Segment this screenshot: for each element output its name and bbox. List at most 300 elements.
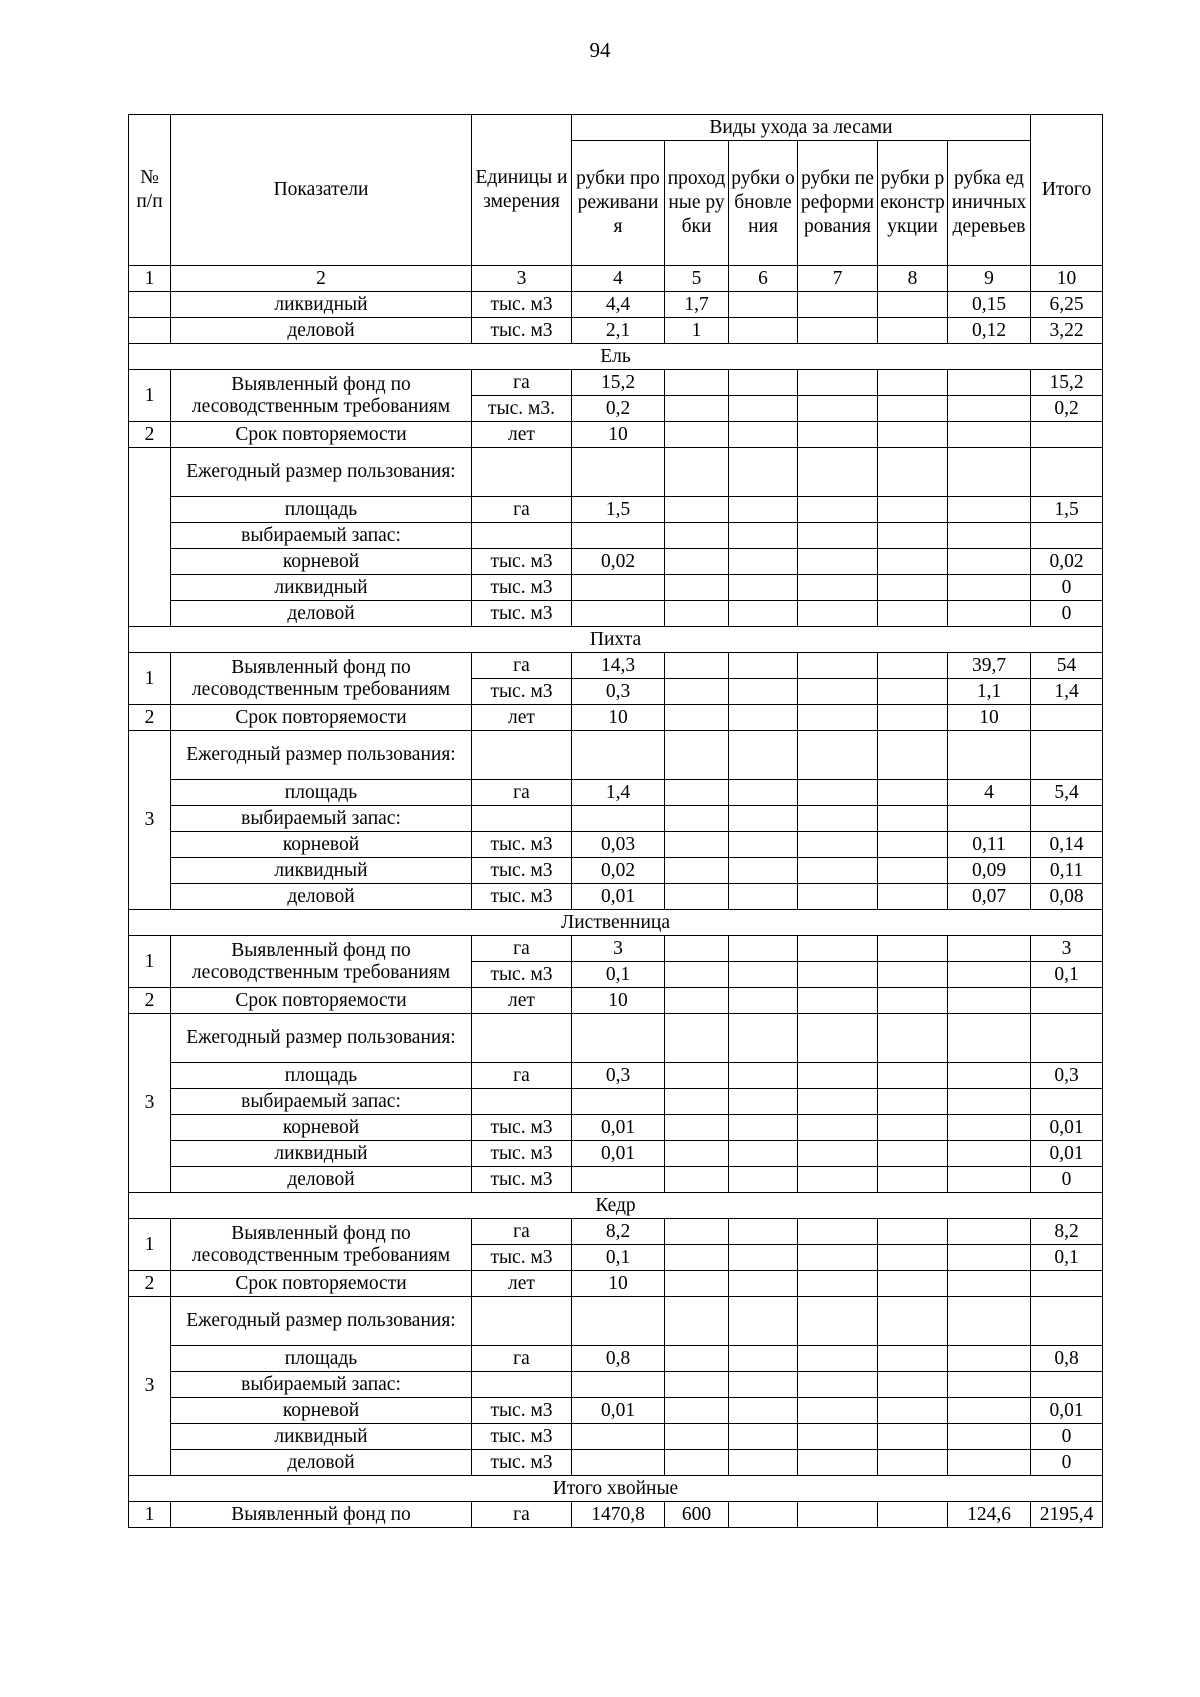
- empty-cell: [665, 1014, 729, 1063]
- num-cell: 2: [129, 705, 171, 731]
- value-total: 2195,4: [1031, 1502, 1103, 1528]
- empty-cell: [665, 601, 729, 627]
- empty-cell: [798, 832, 878, 858]
- header-col-reconstruction: рубки реконструкции: [878, 141, 948, 266]
- num-cell: 1: [129, 1219, 171, 1271]
- empty-cell: [878, 1346, 948, 1372]
- empty-cell: [729, 497, 798, 523]
- empty-cell: [798, 780, 878, 806]
- indicator-label: Ежегодный размер пользования:: [171, 731, 472, 780]
- value-col9: [948, 1115, 1031, 1141]
- value-total: 0: [1031, 1450, 1103, 1476]
- value-col9: 0,07: [948, 884, 1031, 910]
- unit-cell: га: [472, 497, 572, 523]
- empty-cell: [665, 1398, 729, 1424]
- table-row: [129, 806, 1103, 832]
- value-col9: [948, 1245, 1031, 1271]
- indicator-label: Выявленный фонд по лесоводственным требованиям: [171, 1219, 472, 1271]
- header-units: Единицы измерения: [472, 115, 572, 266]
- empty-cell: [665, 448, 729, 497]
- value-total: 0,2: [1031, 396, 1103, 422]
- empty-cell: [798, 318, 878, 344]
- table-row: [129, 936, 1103, 962]
- value-col9: [948, 1167, 1031, 1193]
- indicator-label: Выявленный фонд по: [171, 1502, 472, 1528]
- value-total: 0,11: [1031, 858, 1103, 884]
- value-col9: 39,7: [948, 653, 1031, 679]
- empty-cell: [729, 936, 798, 962]
- empty-cell: [1031, 1271, 1103, 1297]
- table-row: [129, 292, 1103, 318]
- empty-cell: [572, 1297, 665, 1346]
- unit-cell: тыс. м3: [472, 1141, 572, 1167]
- empty-cell: [729, 370, 798, 396]
- header-col-renewal: рубки обновления: [729, 141, 798, 266]
- table-row: [129, 497, 1103, 523]
- indicator-label: деловой: [171, 884, 472, 910]
- value-col9: [948, 1346, 1031, 1372]
- value-col9: 0,15: [948, 292, 1031, 318]
- value-col9: [948, 1398, 1031, 1424]
- empty-cell: [572, 1089, 665, 1115]
- value-total: 3,22: [1031, 318, 1103, 344]
- value-col4: 0,2: [572, 396, 665, 422]
- num-cell: [129, 448, 171, 627]
- table-row: [129, 1372, 1103, 1398]
- table-row: [129, 370, 1103, 396]
- value-col5: [665, 653, 729, 679]
- empty-cell: [665, 1063, 729, 1089]
- value-total: 1,4: [1031, 679, 1103, 705]
- value-col4: 4,4: [572, 292, 665, 318]
- table-row: [129, 653, 1103, 679]
- empty-cell: [665, 497, 729, 523]
- table-row: [129, 1346, 1103, 1372]
- indicator-label: площадь: [171, 497, 472, 523]
- section-title-row: [129, 344, 1103, 370]
- value-total: 8,2: [1031, 1219, 1103, 1245]
- empty-cell: [472, 1372, 572, 1398]
- num-cell: 3: [129, 731, 171, 910]
- value-total: 0: [1031, 575, 1103, 601]
- empty-cell: [798, 1271, 878, 1297]
- empty-cell: [729, 422, 798, 448]
- value-col4: 0,1: [572, 1245, 665, 1271]
- empty-cell: [948, 1297, 1031, 1346]
- empty-cell: [472, 806, 572, 832]
- value-col4: 10: [572, 988, 665, 1014]
- empty-cell: [798, 549, 878, 575]
- table-row: [129, 780, 1103, 806]
- unit-cell: тыс. м3: [472, 962, 572, 988]
- empty-cell: [798, 988, 878, 1014]
- empty-cell: [878, 370, 948, 396]
- empty-cell: [729, 988, 798, 1014]
- empty-cell: [798, 806, 878, 832]
- unit-cell: тыс. м3: [472, 1245, 572, 1271]
- table-row: [129, 1424, 1103, 1450]
- empty-cell: [665, 1372, 729, 1398]
- empty-cell: [1031, 1297, 1103, 1346]
- empty-cell: [798, 396, 878, 422]
- unit-cell: тыс. м3: [472, 679, 572, 705]
- empty-cell: [878, 422, 948, 448]
- empty-cell: [878, 1141, 948, 1167]
- unit-cell: лет: [472, 1271, 572, 1297]
- unit-cell: тыс. м3: [472, 1115, 572, 1141]
- value-total: 0,3: [1031, 1063, 1103, 1089]
- table-row: [129, 731, 1103, 780]
- page-number: 94: [589, 38, 611, 62]
- indicator-label: выбираемый запас:: [171, 1372, 472, 1398]
- unit-cell: тыс. м3: [472, 858, 572, 884]
- empty-cell: [878, 497, 948, 523]
- empty-cell: [1031, 1372, 1103, 1398]
- col-number: 7: [798, 266, 878, 292]
- value-total: 1,5: [1031, 497, 1103, 523]
- indicator-label: выбираемый запас:: [171, 806, 472, 832]
- column-numbers-row: [129, 266, 1103, 292]
- empty-cell: [729, 601, 798, 627]
- empty-cell: [472, 448, 572, 497]
- header-indicator: Показатели: [171, 115, 472, 266]
- empty-cell: [729, 780, 798, 806]
- table-row: [129, 858, 1103, 884]
- empty-cell: [1031, 422, 1103, 448]
- value-col5: 1: [665, 318, 729, 344]
- empty-cell: [878, 523, 948, 549]
- empty-cell: [665, 806, 729, 832]
- table-row: [129, 318, 1103, 344]
- empty-cell: [878, 575, 948, 601]
- empty-cell: [729, 1245, 798, 1271]
- header-col-passage: проходные рубки: [665, 141, 729, 266]
- col-number: 8: [878, 266, 948, 292]
- col-number: 6: [729, 266, 798, 292]
- unit-cell: тыс. м3: [472, 575, 572, 601]
- unit-cell: тыс. м3: [472, 292, 572, 318]
- empty-cell: [729, 832, 798, 858]
- empty-cell: [665, 1271, 729, 1297]
- empty-cell: [948, 448, 1031, 497]
- empty-cell: [798, 1398, 878, 1424]
- empty-cell: [798, 1424, 878, 1450]
- empty-cell: [878, 292, 948, 318]
- col-number: 3: [472, 266, 572, 292]
- empty-cell: [729, 549, 798, 575]
- empty-cell: [472, 523, 572, 549]
- empty-cell: [729, 1372, 798, 1398]
- empty-cell: [665, 523, 729, 549]
- value-col9: [948, 422, 1031, 448]
- header-col-single-trees: рубка единичных деревьев: [948, 141, 1031, 266]
- empty-cell: [798, 884, 878, 910]
- indicator-label: Ежегодный размер пользования:: [171, 448, 472, 497]
- value-col4: 10: [572, 705, 665, 731]
- header-col-thinning: рубки прореживания: [572, 141, 665, 266]
- indicator-label: ликвидный: [171, 1424, 472, 1450]
- indicator-label: площадь: [171, 1063, 472, 1089]
- value-col4: 2,1: [572, 318, 665, 344]
- empty-cell: [878, 780, 948, 806]
- value-col4: 10: [572, 422, 665, 448]
- empty-cell: [665, 549, 729, 575]
- table-row: [129, 1167, 1103, 1193]
- empty-cell: [665, 1297, 729, 1346]
- indicator-label: Выявленный фонд по лесоводственным требованиям: [171, 370, 472, 422]
- value-col4: 0,01: [572, 1141, 665, 1167]
- header-col-reformation: рубки переформирования: [798, 141, 878, 266]
- table-row: [129, 601, 1103, 627]
- value-col4: [572, 601, 665, 627]
- empty-cell: [798, 1297, 878, 1346]
- unit-cell: тыс. м3: [472, 884, 572, 910]
- value-col9: [948, 1424, 1031, 1450]
- table-row: [129, 832, 1103, 858]
- empty-cell: [798, 1063, 878, 1089]
- section-title: Лиственница: [129, 910, 1103, 936]
- empty-cell: [572, 1372, 665, 1398]
- unit-cell: га: [472, 1346, 572, 1372]
- indicator-label: выбираемый запас:: [171, 523, 472, 549]
- empty-cell: [729, 1450, 798, 1476]
- value-col9: [948, 936, 1031, 962]
- indicator-label: площадь: [171, 780, 472, 806]
- empty-cell: [572, 806, 665, 832]
- indicator-label: деловой: [171, 601, 472, 627]
- table-row: [129, 1297, 1103, 1346]
- empty-cell: [878, 936, 948, 962]
- empty-cell: [665, 1115, 729, 1141]
- empty-cell: [729, 1502, 798, 1528]
- empty-cell: [878, 1271, 948, 1297]
- empty-cell: [878, 1115, 948, 1141]
- empty-cell: [1031, 988, 1103, 1014]
- unit-cell: тыс. м3: [472, 1398, 572, 1424]
- empty-cell: [798, 422, 878, 448]
- indicator-label: деловой: [171, 1450, 472, 1476]
- empty-cell: [798, 292, 878, 318]
- table-row: [129, 1014, 1103, 1063]
- unit-cell: лет: [472, 988, 572, 1014]
- value-col9: 1,1: [948, 679, 1031, 705]
- empty-cell: [729, 1115, 798, 1141]
- value-col9: [948, 497, 1031, 523]
- num-cell: 3: [129, 1014, 171, 1193]
- table-row: [129, 1063, 1103, 1089]
- value-col9: 10: [948, 705, 1031, 731]
- value-total: 0,01: [1031, 1398, 1103, 1424]
- section-title: Пихта: [129, 627, 1103, 653]
- empty-cell: [729, 575, 798, 601]
- table-row: [129, 1450, 1103, 1476]
- empty-cell: [572, 523, 665, 549]
- value-col4: 0,1: [572, 962, 665, 988]
- empty-cell: [572, 448, 665, 497]
- empty-cell: [878, 318, 948, 344]
- value-col4: 1,5: [572, 497, 665, 523]
- empty-cell: [472, 1014, 572, 1063]
- empty-cell: [665, 858, 729, 884]
- value-total: 0: [1031, 1424, 1103, 1450]
- empty-cell: [729, 1063, 798, 1089]
- value-total: 54: [1031, 653, 1103, 679]
- empty-cell: [729, 731, 798, 780]
- empty-cell: [729, 396, 798, 422]
- value-col4: 0,8: [572, 1346, 665, 1372]
- value-col4: [572, 1167, 665, 1193]
- empty-cell: [729, 858, 798, 884]
- unit-cell: га: [472, 1219, 572, 1245]
- empty-cell: [878, 1502, 948, 1528]
- table-row: [129, 575, 1103, 601]
- value-col5: [665, 936, 729, 962]
- empty-cell: [948, 1014, 1031, 1063]
- empty-cell: [729, 1141, 798, 1167]
- section-title-row: [129, 627, 1103, 653]
- value-col9: 0,12: [948, 318, 1031, 344]
- col-number: 10: [1031, 266, 1103, 292]
- empty-cell: [878, 1089, 948, 1115]
- value-col4: 8,2: [572, 1219, 665, 1245]
- empty-cell: [729, 1219, 798, 1245]
- empty-cell: [798, 936, 878, 962]
- value-col4: 1470,8: [572, 1502, 665, 1528]
- empty-cell: [472, 731, 572, 780]
- empty-cell: [798, 497, 878, 523]
- value-col9: [948, 962, 1031, 988]
- empty-cell: [798, 1372, 878, 1398]
- empty-cell: [878, 1167, 948, 1193]
- empty-cell: [798, 962, 878, 988]
- empty-cell: [948, 523, 1031, 549]
- num-cell: [129, 292, 171, 318]
- unit-cell: га: [472, 780, 572, 806]
- empty-cell: [665, 1089, 729, 1115]
- empty-cell: [729, 448, 798, 497]
- unit-cell: га: [472, 936, 572, 962]
- header-total: Итого: [1031, 115, 1103, 266]
- empty-cell: [729, 679, 798, 705]
- unit-cell: лет: [472, 422, 572, 448]
- unit-cell: тыс. м3: [472, 1167, 572, 1193]
- value-col9: [948, 1063, 1031, 1089]
- num-cell: 1: [129, 936, 171, 988]
- empty-cell: [1031, 448, 1103, 497]
- empty-cell: [1031, 1014, 1103, 1063]
- table-row: [129, 988, 1103, 1014]
- empty-cell: [729, 1089, 798, 1115]
- value-col9: 0,11: [948, 832, 1031, 858]
- table-row: [129, 549, 1103, 575]
- unit-cell: тыс. м3: [472, 832, 572, 858]
- empty-cell: [665, 832, 729, 858]
- empty-cell: [878, 1450, 948, 1476]
- empty-cell: [798, 1346, 878, 1372]
- value-col9: [948, 370, 1031, 396]
- section-title: Итого хвойные: [129, 1476, 1103, 1502]
- col-number: 9: [948, 266, 1031, 292]
- unit-cell: тыс. м3.: [472, 396, 572, 422]
- indicator-label: Ежегодный размер пользования:: [171, 1014, 472, 1063]
- value-col9: [948, 1271, 1031, 1297]
- empty-cell: [878, 396, 948, 422]
- num-cell: 1: [129, 1502, 171, 1528]
- indicator-label: ликвидный: [171, 1141, 472, 1167]
- empty-cell: [878, 549, 948, 575]
- empty-cell: [729, 1424, 798, 1450]
- unit-cell: тыс. м3: [472, 318, 572, 344]
- empty-cell: [798, 1450, 878, 1476]
- empty-cell: [729, 806, 798, 832]
- empty-cell: [665, 1141, 729, 1167]
- empty-cell: [729, 523, 798, 549]
- value-total: 0,1: [1031, 962, 1103, 988]
- empty-cell: [665, 780, 729, 806]
- value-col9: [948, 1141, 1031, 1167]
- unit-cell: тыс. м3: [472, 1450, 572, 1476]
- indicator-label: Срок повторяемости: [171, 705, 472, 731]
- value-total: 0,8: [1031, 1346, 1103, 1372]
- empty-cell: [798, 1014, 878, 1063]
- empty-cell: [878, 1297, 948, 1346]
- value-col5: [665, 370, 729, 396]
- indicator-label: деловой: [171, 1167, 472, 1193]
- empty-cell: [798, 858, 878, 884]
- value-total: 15,2: [1031, 370, 1103, 396]
- empty-cell: [798, 601, 878, 627]
- value-col5: [665, 1245, 729, 1271]
- col-number: 1: [129, 266, 171, 292]
- value-col5: [665, 679, 729, 705]
- section-title: Кедр: [129, 1193, 1103, 1219]
- empty-cell: [948, 806, 1031, 832]
- table-row: [129, 1502, 1103, 1528]
- col-number: 2: [171, 266, 472, 292]
- num-cell: 2: [129, 1271, 171, 1297]
- empty-cell: [878, 858, 948, 884]
- empty-cell: [878, 653, 948, 679]
- empty-cell: [665, 422, 729, 448]
- value-col4: 0,01: [572, 1398, 665, 1424]
- value-col4: 0,02: [572, 549, 665, 575]
- empty-cell: [729, 1346, 798, 1372]
- empty-cell: [878, 988, 948, 1014]
- value-col9: [948, 1219, 1031, 1245]
- value-total: 0,02: [1031, 549, 1103, 575]
- header-num: № п/п: [129, 115, 171, 266]
- header-care-types: Виды ухода за лесами: [572, 115, 1031, 141]
- empty-cell: [878, 884, 948, 910]
- indicator-label: Срок повторяемости: [171, 422, 472, 448]
- value-col4: 1,4: [572, 780, 665, 806]
- empty-cell: [665, 1424, 729, 1450]
- empty-cell: [878, 1014, 948, 1063]
- empty-cell: [798, 731, 878, 780]
- empty-cell: [729, 1398, 798, 1424]
- section-title-row: [129, 1193, 1103, 1219]
- empty-cell: [798, 653, 878, 679]
- value-col4: 0,01: [572, 884, 665, 910]
- empty-cell: [572, 731, 665, 780]
- indicator-label: корневой: [171, 1398, 472, 1424]
- empty-cell: [798, 1219, 878, 1245]
- empty-cell: [472, 1297, 572, 1346]
- empty-cell: [948, 1372, 1031, 1398]
- table-row: [129, 1141, 1103, 1167]
- empty-cell: [1031, 806, 1103, 832]
- table-row: [129, 705, 1103, 731]
